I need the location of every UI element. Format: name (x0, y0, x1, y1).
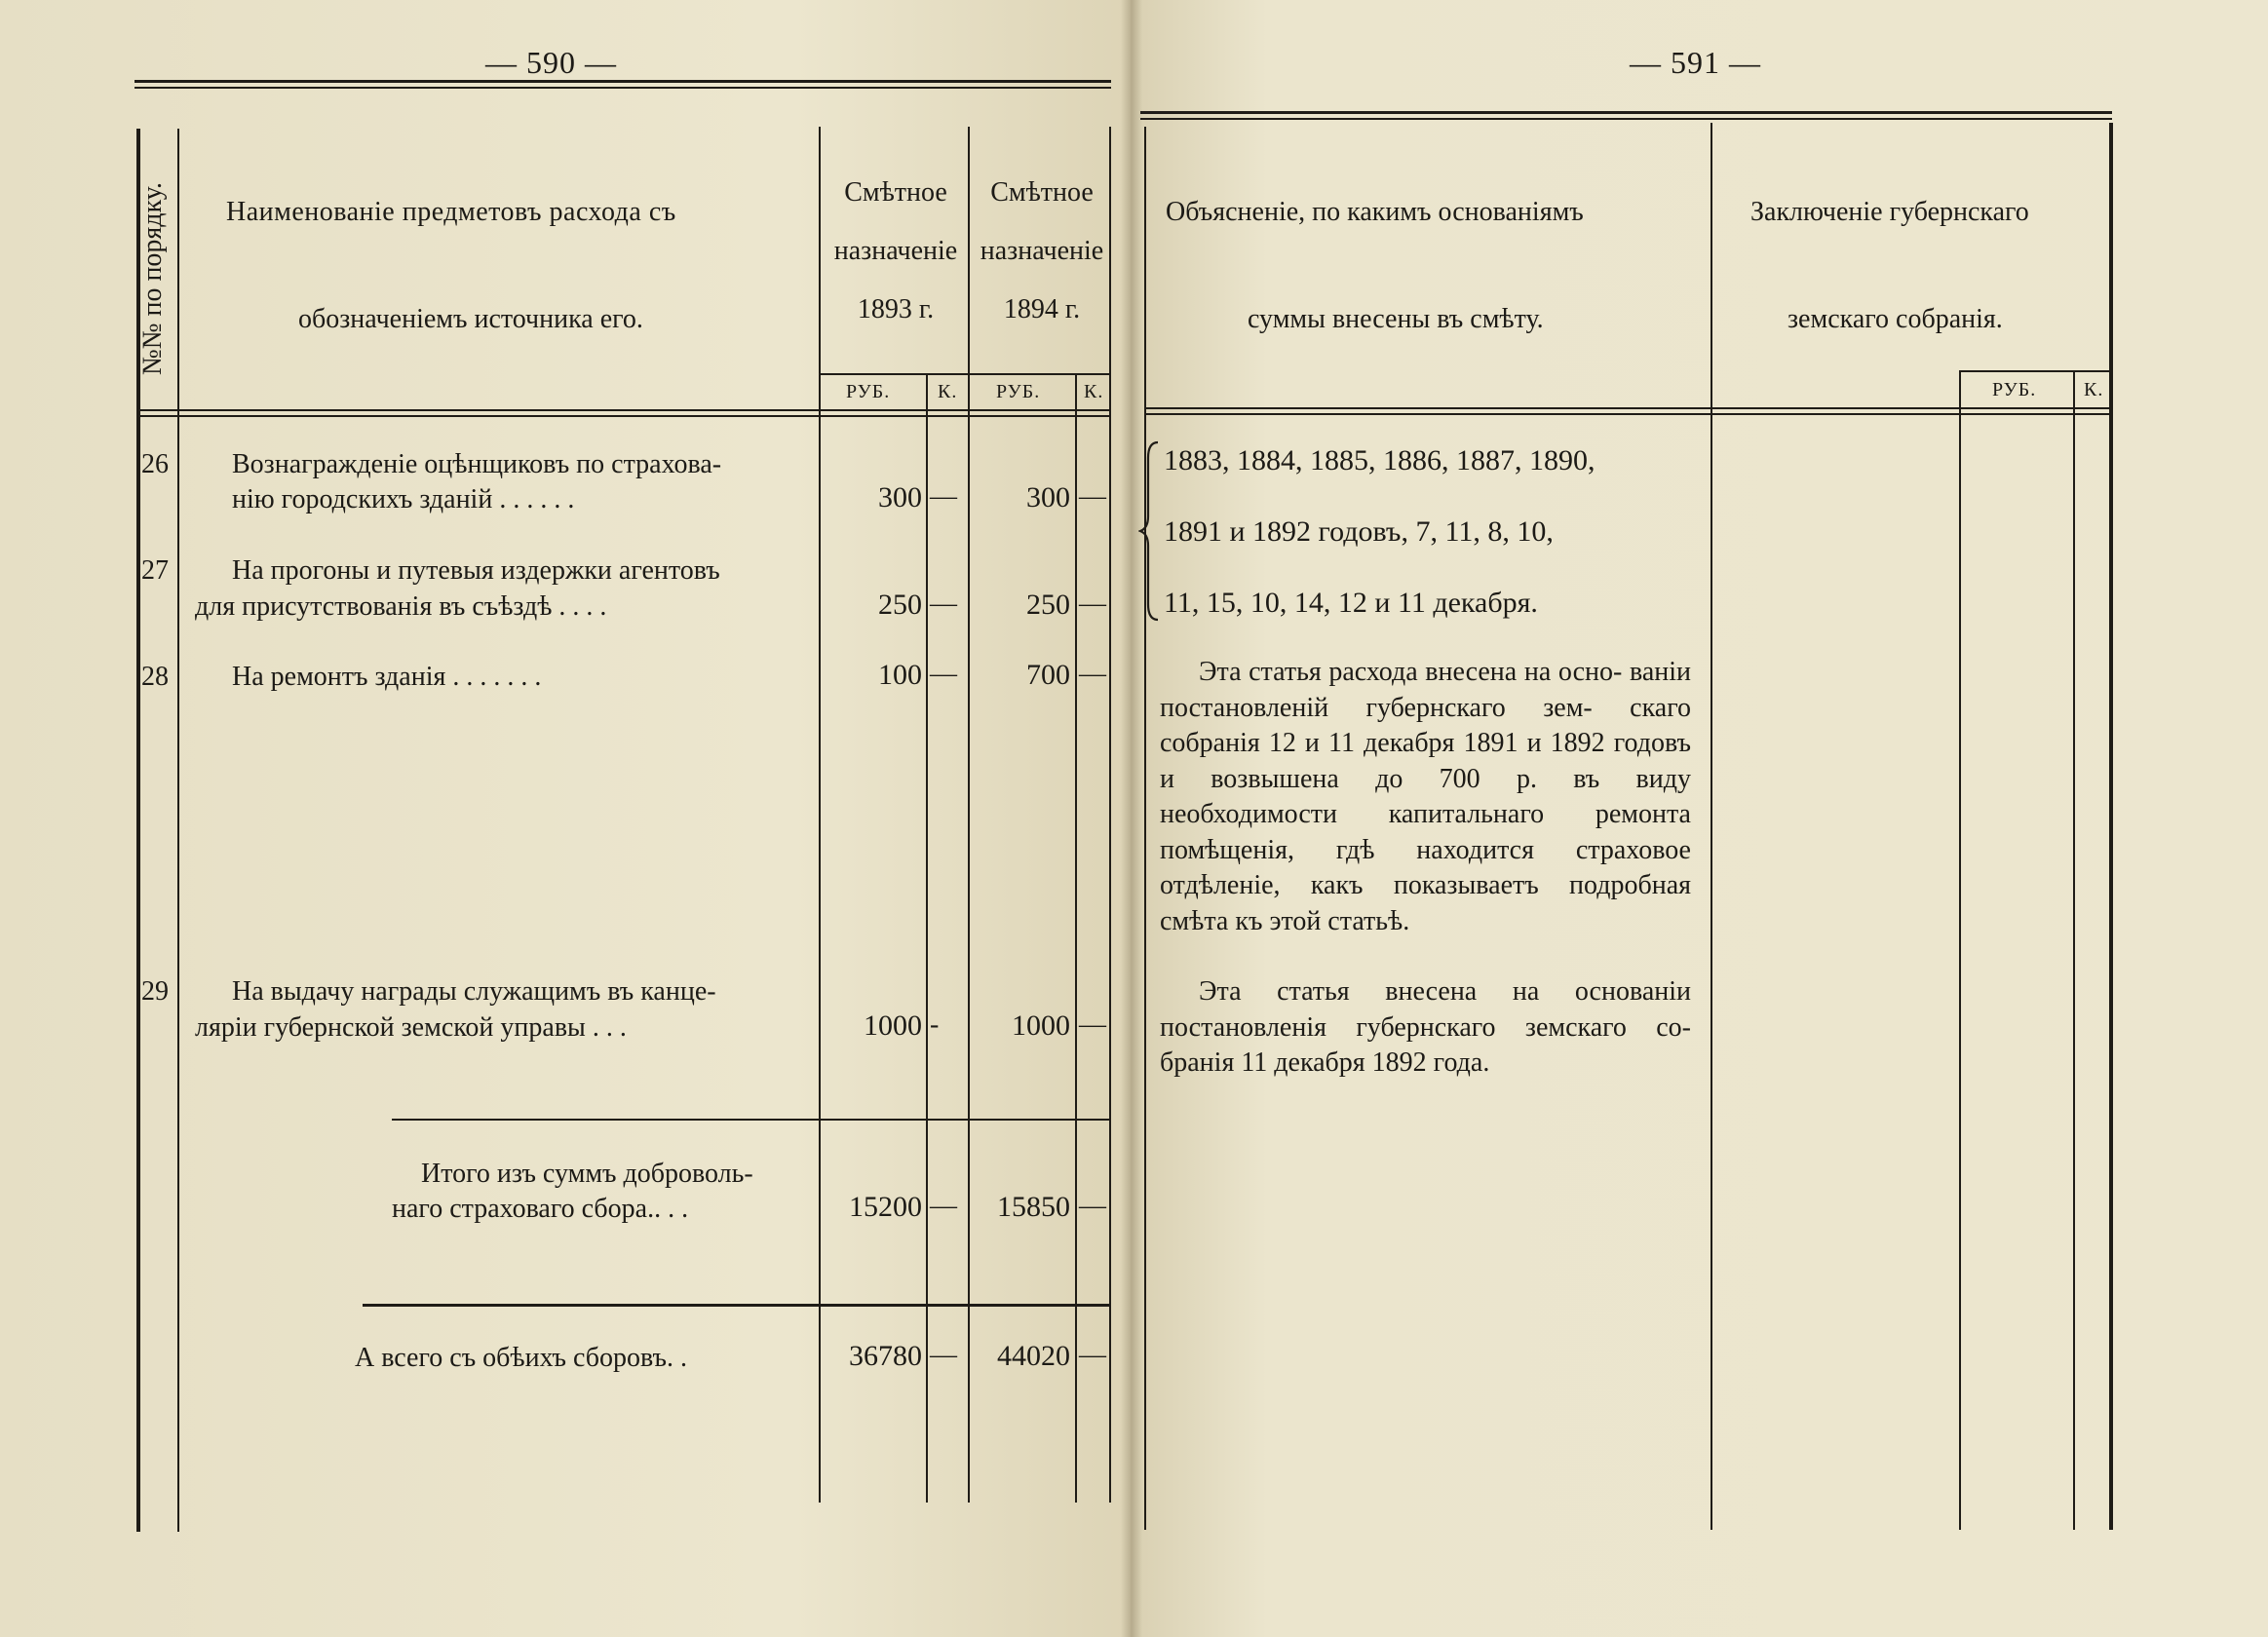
row-kop-1894: — (1079, 589, 1106, 619)
dates-line-1: 1883, 1884, 1885, 1886, 1887, 1890, (1164, 444, 1595, 476)
row-name-line2: для присутствованія въ съѣздѣ . . . . (195, 591, 607, 622)
page-number-left: — 590 — (485, 45, 617, 80)
row-name-line1: На выдачу награды служащимъ въ канце- (232, 976, 716, 1007)
subtotal-value-1894: 15850 (997, 1191, 1070, 1223)
dates-line-3: 11, 15, 10, 14, 12 и 11 декабря. (1164, 587, 1538, 619)
dates-line-2: 1891 и 1892 годовъ, 7, 11, 8, 10, (1164, 515, 1554, 548)
header-explain-line2: суммы внесены въ смѣту. (1248, 304, 1544, 334)
row-number: 29 (141, 976, 169, 1007)
header-number-col: №№ по порядку. (137, 182, 168, 375)
row-kop-1893: — (930, 481, 957, 512)
row-value-1894: 250 (1026, 589, 1070, 621)
subtotal-label-line2: наго страховаго сбора.. . . (392, 1194, 689, 1224)
total-value-1893: 36780 (849, 1340, 922, 1372)
header-1893-line2: назначеніе (833, 236, 958, 266)
row-value-1893: 300 (878, 481, 922, 514)
row-number: 28 (141, 662, 169, 692)
total-kop-1894: — (1079, 1340, 1106, 1370)
header-explain-line1: Объясненіе, по какимъ основаніямъ (1166, 197, 1584, 227)
header-conclusion-kop: К. (2084, 379, 2104, 400)
row-kop-1894: — (1079, 659, 1106, 689)
row-kop-1893: — (930, 659, 957, 689)
row-kop-1894: — (1079, 481, 1106, 512)
header-1894-kop: К. (1084, 381, 1104, 402)
row-name-line2: ляріи губернской земской управы . . . (195, 1012, 627, 1043)
page-number-right: — 591 — (1630, 45, 1761, 80)
header-1894-line3: 1894 г. (1003, 294, 1081, 324)
header-1894-line1: Смѣтное (990, 177, 1094, 208)
subtotal-label-line1: Итого изъ суммъ доброволь- (421, 1159, 753, 1189)
row-value-1893: 1000 (864, 1009, 922, 1042)
header-conclusion-line1: Заключеніе губернскаго (1750, 197, 2029, 227)
row-value-1893: 100 (878, 659, 922, 691)
row-number: 27 (141, 555, 169, 586)
row-name-line1: Вознагражденіе оцѣнщиковъ по страхова- (232, 449, 722, 479)
book-gutter (1121, 0, 1142, 1637)
row-name-line1: На прогоны и путевыя издержки агентовъ (232, 555, 720, 586)
header-name-line2: обозначеніемъ источника его. (298, 304, 643, 334)
header-1893-rub: РУБ. (846, 381, 891, 402)
header-1893-line3: 1893 г. (857, 294, 935, 324)
row-value-1894: 300 (1026, 481, 1070, 514)
header-conclusion-line2: земскаго собранія. (1787, 304, 2003, 334)
row-kop-1893: — (930, 589, 957, 619)
total-value-1894: 44020 (997, 1340, 1070, 1372)
total-kop-1893: — (930, 1340, 957, 1370)
header-1894-rub: РУБ. (996, 381, 1041, 402)
subtotal-value-1893: 15200 (849, 1191, 922, 1223)
explanation-row-28: Эта статья расхода внесена на осно- ваніи постановленій губернскаго зем- скаго собранія 12 и 11 декабря 1891 и 1892 годовъ и возвышена до 700 р. въ виду необходимости капитальнаго ремонта помѣщенія, гдѣ находится страховое отдѣленіе, какъ показываетъ подробная смѣта къ этой статьѣ. (1160, 657, 1691, 936)
row-number: 26 (141, 449, 169, 479)
subtotal-kop-1894: — (1079, 1191, 1106, 1221)
row-kop-1894: — (1079, 1009, 1106, 1040)
header-1893-kop: К. (938, 381, 958, 402)
row-value-1894: 1000 (1012, 1009, 1070, 1042)
header-name-line1: Наименованіе предметовъ расхода съ (226, 197, 676, 227)
row-value-1894: 700 (1026, 659, 1070, 691)
row-value-1893: 250 (878, 589, 922, 621)
header-conclusion-rub: РУБ. (1992, 379, 2037, 400)
subtotal-kop-1893: — (930, 1191, 957, 1221)
row-name-line2: нію городскихъ зданій . . . . . . (232, 484, 575, 514)
total-label: А всего съ обѣихъ сборовъ. . (355, 1343, 688, 1373)
explanation-row-29: Эта статья внесена на основаніи постановленія губернскаго земскаго со- бранія 11 декабря 1892 года. (1160, 976, 1691, 1078)
row-name-line1: На ремонтъ зданія . . . . . . . (232, 662, 542, 692)
row-kop-1893: - (930, 1009, 940, 1040)
header-1893-line1: Смѣтное (844, 177, 947, 208)
header-1894-line2: назначеніе (980, 236, 1104, 266)
